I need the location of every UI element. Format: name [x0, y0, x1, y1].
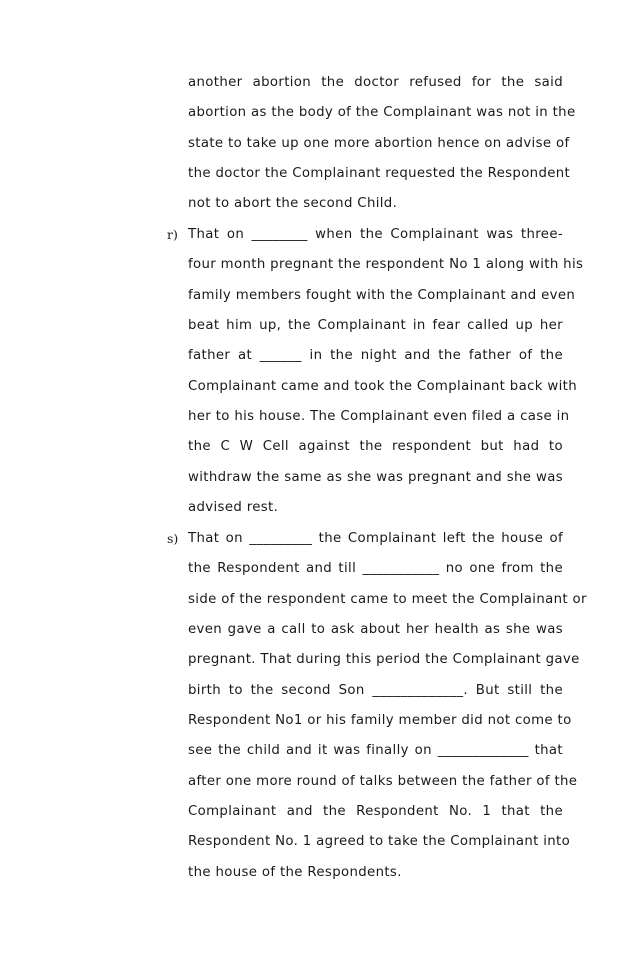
paragraph-line: the C W Cell against the respondent but had to	[188, 439, 563, 455]
paragraph-continuation	[188, 68, 576, 220]
paragraph-line: the Respondent and till ___________ no one from the	[188, 561, 563, 577]
paragraph-line: family members fought with the Complainant and even	[188, 287, 576, 303]
paragraph-line: state to take up one more abortion hence on advise of	[188, 135, 570, 151]
paragraph-line: Complainant came and took the Complainant back with	[188, 378, 577, 394]
list-marker-r: r)	[167, 227, 178, 242]
paragraph-line: Respondent No. 1 agreed to take the Complainant into	[188, 834, 571, 850]
paragraph-line: pregnant. That during this period the Complainant gave	[188, 652, 580, 668]
paragraph-line: side of the respondent came to meet the Complainant or	[188, 591, 587, 607]
paragraph-s	[188, 524, 587, 888]
paragraph-line: even gave a call to ask about her health as she was	[188, 622, 563, 638]
paragraph-line: after one more round of talks between the father of the	[188, 773, 578, 789]
paragraph-line: another abortion the doctor refused for the said	[188, 75, 563, 90]
paragraph-line: withdraw the same as she was pregnant and she was	[188, 469, 563, 485]
list-marker-s: s)	[167, 531, 179, 546]
paragraph-line: see the child and it was finally on _____________ that	[188, 743, 563, 759]
paragraph-line: advised rest.	[188, 500, 279, 516]
paragraph-line: four month pregnant the respondent No 1 along with his	[188, 257, 584, 273]
paragraph-line: birth to the second Son _____________. But still the	[188, 682, 563, 698]
paragraph-line: the house of the Respondents.	[188, 864, 402, 880]
paragraph-line: abortion as the body of the Complainant was not in the	[188, 105, 576, 121]
paragraph-line: beat him up, the Complainant in fear called up her	[188, 318, 563, 334]
paragraph-line: Respondent No1 or his family member did not come to	[188, 713, 572, 729]
paragraph-line: the doctor the Complainant requested the Respondent	[188, 166, 571, 182]
paragraph-line: That on _________ the Complainant left the house of	[188, 531, 563, 546]
paragraph-line: not to abort the second Child.	[188, 196, 398, 212]
paragraph-line: her to his house. The Complainant even filed a case in	[188, 409, 570, 425]
paragraph-line: That on ________ when the Complainant was three-	[188, 227, 563, 242]
paragraph-r	[188, 220, 584, 523]
paragraph-line: Complainant and the Respondent No. 1 that the	[188, 804, 563, 820]
paragraph-line: father at ______ in the night and the father of the	[188, 348, 563, 364]
